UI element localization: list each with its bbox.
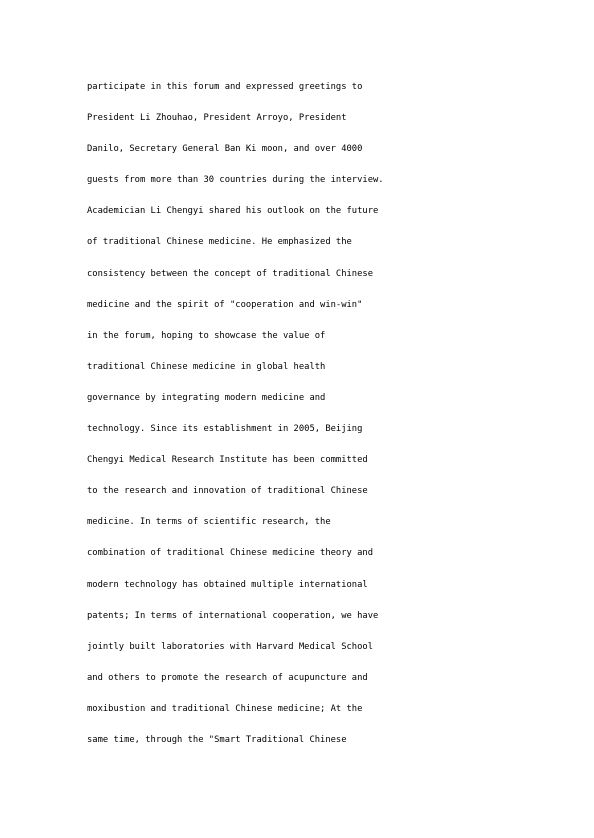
body-text: [87, 72, 507, 756]
text-line: patents; In terms of international cooperation, we have: [87, 610, 379, 621]
text-line: medicine and the spirit of "cooperation and win-win": [87, 299, 363, 310]
text-line: Chengyi Medical Research Institute has been committed: [87, 455, 368, 466]
text-line: participate in this forum and expressed greetings to: [87, 82, 363, 92]
text-line: Academician Li Chengyi shared his outlook on the future: [87, 206, 379, 217]
text-line: moxibustion and traditional Chinese medicine; At the: [87, 703, 363, 714]
text-line: in the forum, hoping to showcase the value of: [87, 330, 326, 341]
text-line: President Li Zhouhao, President Arroyo, President: [87, 113, 347, 124]
text-line: traditional Chinese medicine in global health: [87, 361, 326, 372]
text-line: of traditional Chinese medicine. He emphasized the: [87, 237, 352, 248]
text-line: governance by integrating modern medicine and: [87, 392, 326, 403]
text-line: medicine. In terms of scientific research, the: [87, 517, 331, 528]
text-line: consistency between the concept of traditional Chinese: [87, 268, 373, 279]
text-line: same time, through the "Smart Traditional Chinese: [87, 734, 347, 745]
text-line: modern technology has obtained multiple international: [87, 579, 368, 590]
text-line: jointly built laboratories with Harvard Medical School: [87, 641, 373, 652]
text-line: and others to promote the research of acupuncture and: [87, 672, 368, 683]
text-line: combination of traditional Chinese medicine theory and: [87, 548, 373, 559]
text-line: technology. Since its establishment in 2005, Beijing: [87, 424, 363, 435]
text-line: to the research and innovation of traditional Chinese: [87, 486, 368, 497]
text-line: Danilo, Secretary General Ban Ki moon, and over 4000: [87, 144, 363, 155]
text-line: guests from more than 30 countries during the interview.: [87, 175, 384, 186]
